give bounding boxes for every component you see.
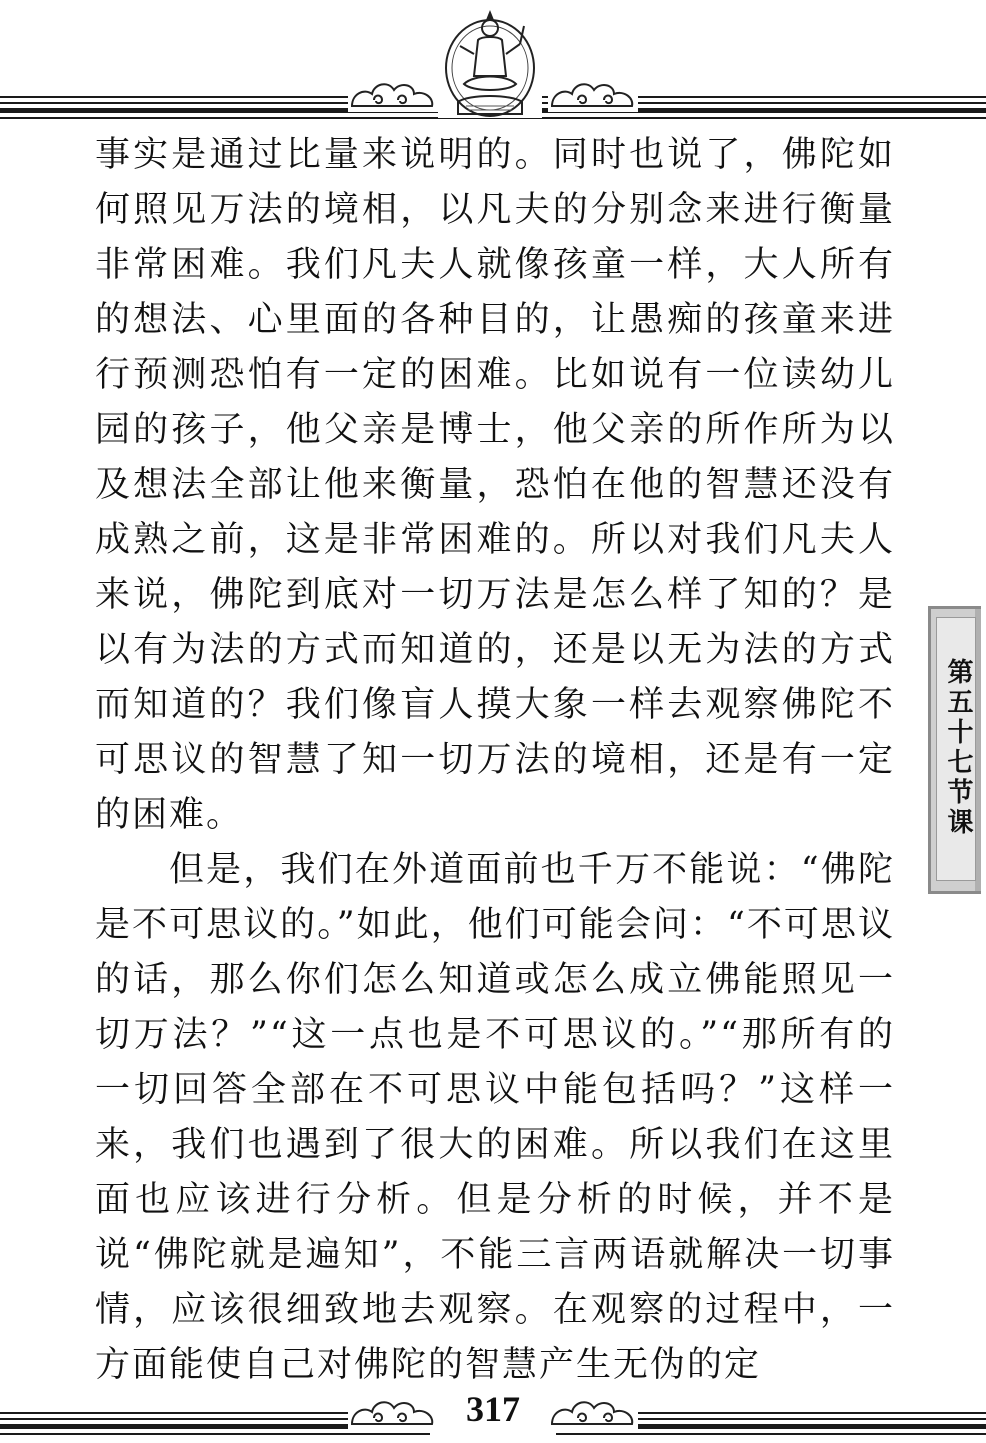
page-number: 317: [466, 1389, 520, 1429]
lesson-label: 第五十七节课: [943, 658, 973, 838]
body-text: [95, 128, 895, 1393]
page-header-ornament: [0, 0, 986, 125]
footer-cloud-left: [348, 1394, 438, 1430]
cloud-ornament-right: [548, 76, 638, 112]
deity-illustration-icon: [438, 6, 542, 118]
paragraph-2: 但是，我们在外道面前也千万不能说：“佛陀是不可思议的。”如此，他们可能会问：“不可思议的话，那么你们怎么知道或怎么成立佛能照见一切万法？”“这一点也是不可思议的。”“那所有的一切回答全部在不可思议中能包括吗？”这样一来，我们也遇到了很大的困难。所以我们在这里面也应该进行分析。但是分析的时候，并不是说“佛陀就是遍知”，不能三言两语就解决一切事情，应该很细致地去观察。在观察的过程中，一方面能使自己对佛陀的智慧产生无伪的定: [95, 850, 895, 1385]
chapter-side-tab: [928, 606, 981, 894]
cloud-ornament-left: [348, 76, 438, 112]
paragraph-1: 事实是通过比量来说明的。同时也说了，佛陀如何照见万法的境相，以凡夫的分别念来进行衡量非常困难。我们凡夫人就像孩童一样，大人所有的想法、心里面的各种目的，让愚痴的孩童来进行预测恐怕有一定的困难。比如说有一位读幼儿园的孩子，他父亲是博士，他父亲的所作所为以及想法全部让他来衡量，恐怕在他的智慧还没有成熟之前，这是非常困难的。所以对我们凡夫人来说，佛陀到底对一切万法是怎么样了知的？是以有为法的方式而知道的，还是以无为法的方式而知道的？我们像盲人摸大象一样去观察佛陀不可思议的智慧了知一切万法的境相，还是有一定的困难。: [95, 135, 895, 835]
footer-cloud-right: [548, 1394, 638, 1430]
